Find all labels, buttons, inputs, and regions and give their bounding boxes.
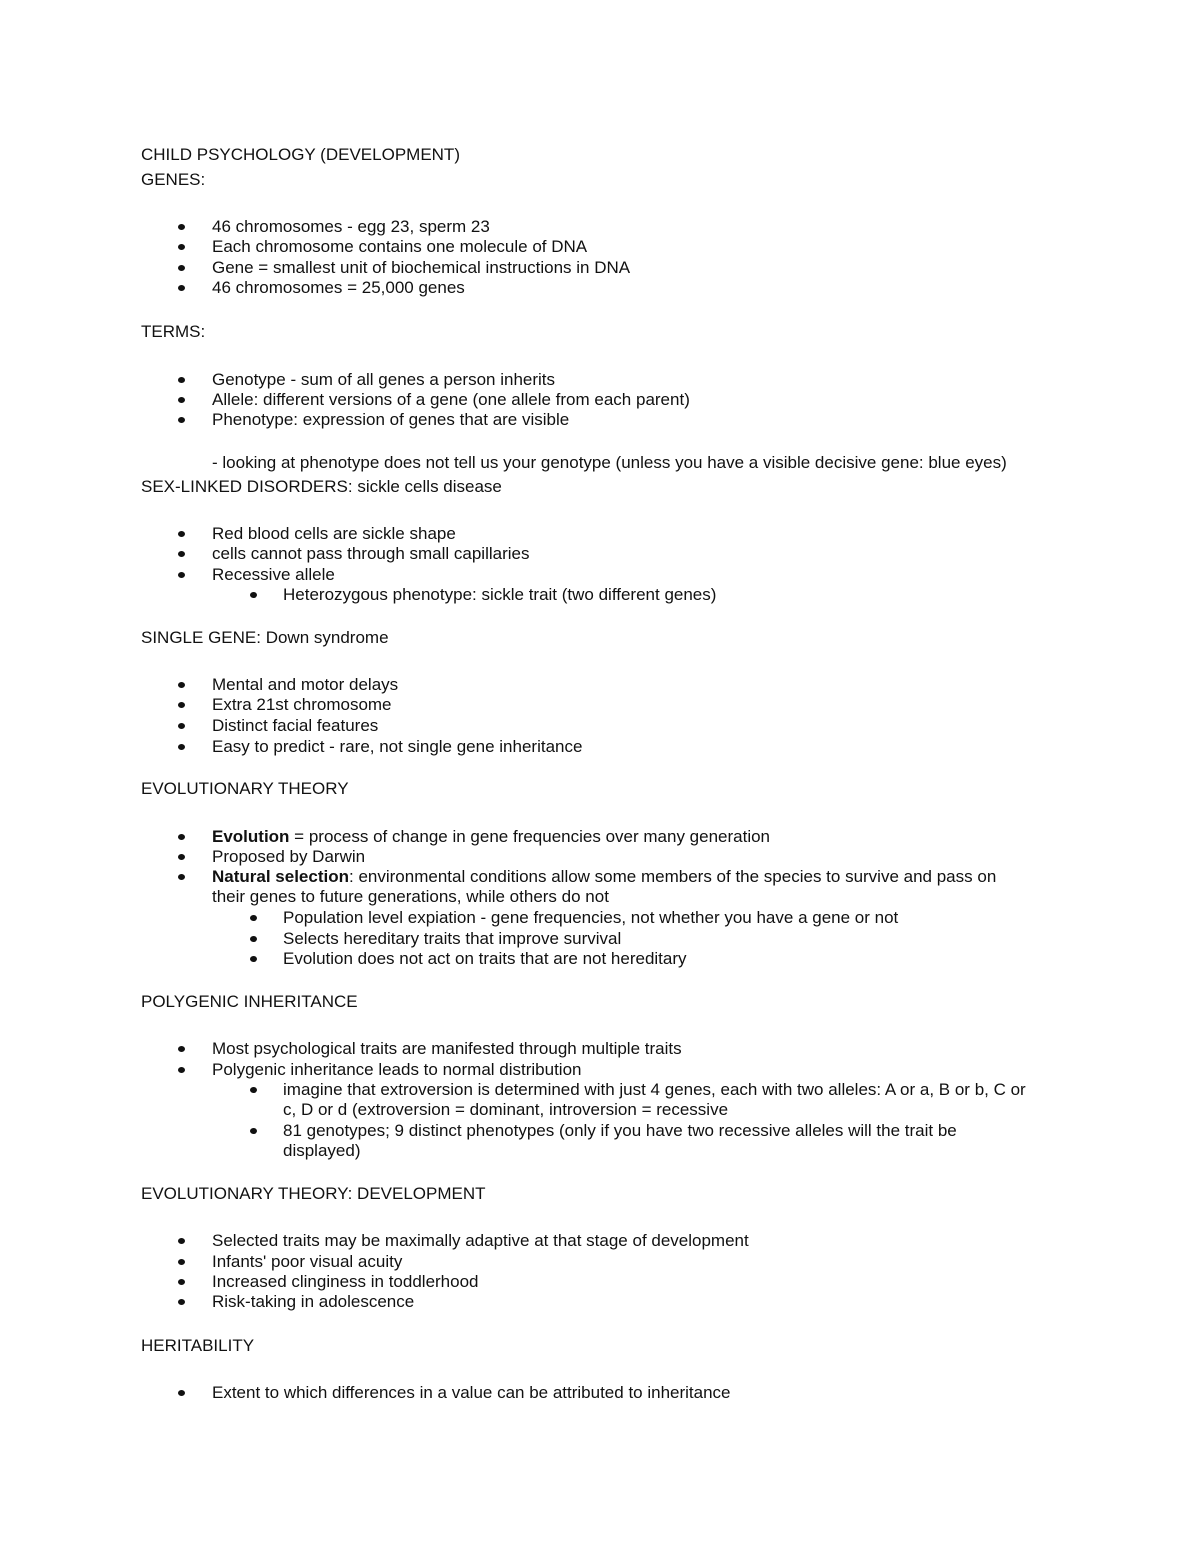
- bullet-icon: [178, 1390, 185, 1396]
- bullet-icon: [178, 744, 185, 750]
- section-heading-sex-linked: SEX-LINKED DISORDERS: sickle cells disease: [141, 477, 502, 496]
- sub-list-item-continuation: displayed): [283, 1141, 361, 1160]
- bullet-icon: [250, 915, 257, 921]
- sub-list-item: 81 genotypes; 9 distinct phenotypes (only if you have two recessive alleles will the trait be: [283, 1121, 957, 1140]
- bullet-icon: [178, 285, 185, 291]
- terms-note: - looking at phenotype does not tell us your genotype (unless you have a visible decisive gene: blue eyes): [212, 453, 1007, 472]
- section-heading-polygenic: POLYGENIC INHERITANCE: [141, 992, 358, 1011]
- bullet-icon: [250, 936, 257, 942]
- bullet-icon: [250, 1128, 257, 1134]
- bullet-icon: [178, 834, 185, 840]
- definition-text: = process of change in gene frequencies over many generation: [289, 827, 771, 846]
- bullet-icon: [250, 1087, 257, 1093]
- list-item: Extra 21st chromosome: [212, 695, 392, 714]
- list-item: [212, 867, 996, 887]
- list-item: Risk-taking in adolescence: [212, 1292, 415, 1311]
- section-heading-single-gene: SINGLE GENE: Down syndrome: [141, 628, 389, 647]
- list-item: Red blood cells are sickle shape: [212, 524, 456, 543]
- list-item: 46 chromosomes = 25,000 genes: [212, 278, 465, 297]
- list-item: Distinct facial features: [212, 716, 379, 735]
- bullet-icon: [178, 377, 185, 383]
- bullet-icon: [250, 956, 257, 962]
- bullet-icon: [178, 723, 185, 729]
- list-item: Allele: different versions of a gene (one allele from each parent): [212, 390, 690, 409]
- bullet-icon: [178, 1279, 185, 1285]
- bullet-icon: [178, 551, 185, 557]
- list-item: cells cannot pass through small capillaries: [212, 544, 530, 563]
- term-natural-selection: Natural selection: [212, 867, 349, 886]
- section-heading-evolutionary: EVOLUTIONARY THEORY: [141, 779, 349, 798]
- sub-list-item: Selects hereditary traits that improve survival: [283, 929, 622, 948]
- term-evolution: Evolution: [212, 827, 290, 846]
- bullet-icon: [178, 1259, 185, 1265]
- bullet-icon: [178, 874, 185, 880]
- list-item: Phenotype: expression of genes that are visible: [212, 410, 570, 429]
- sub-list-item-continuation: c, D or d (extroversion = dominant, introversion = recessive: [283, 1100, 729, 1119]
- bullet-icon: [178, 417, 185, 423]
- bullet-icon: [178, 1067, 185, 1073]
- bullet-icon: [178, 531, 185, 537]
- bullet-icon: [178, 572, 185, 578]
- list-item: Most psychological traits are manifested through multiple traits: [212, 1039, 682, 1058]
- bullet-icon: [250, 592, 257, 598]
- list-item: Extent to which differences in a value can be attributed to inheritance: [212, 1383, 731, 1402]
- sub-list-item: Population level expiation - gene frequencies, not whether you have a gene or not: [283, 908, 899, 927]
- bullet-icon: [178, 224, 185, 230]
- section-heading-terms: TERMS:: [141, 322, 206, 341]
- list-item: Recessive allele: [212, 565, 335, 584]
- section-heading-evo-dev: EVOLUTIONARY THEORY: DEVELOPMENT: [141, 1184, 486, 1203]
- list-item: Mental and motor delays: [212, 675, 399, 694]
- sub-list-item: Heterozygous phenotype: sickle trait (two different genes): [283, 585, 717, 604]
- bullet-icon: [178, 265, 185, 271]
- bullet-icon: [178, 1299, 185, 1305]
- list-item: [212, 827, 770, 847]
- bullet-icon: [178, 682, 185, 688]
- definition-text: : environmental conditions allow some members of the species to survive and pass on: [349, 867, 997, 886]
- bullet-icon: [178, 1046, 185, 1052]
- sub-list-item: imagine that extroversion is determined with just 4 genes, each with two alleles: A or a, B or b, C or: [283, 1080, 1026, 1099]
- section-heading-genes: GENES:: [141, 170, 206, 189]
- list-item: Polygenic inheritance leads to normal distribution: [212, 1060, 582, 1079]
- list-item: Selected traits may be maximally adaptive at that stage of development: [212, 1231, 749, 1250]
- sub-list-item: Evolution does not act on traits that are not hereditary: [283, 949, 687, 968]
- list-item: Increased clinginess in toddlerhood: [212, 1272, 479, 1291]
- bullet-icon: [178, 397, 185, 403]
- bullet-icon: [178, 244, 185, 250]
- list-item-continuation: their genes to future generations, while others do not: [212, 887, 609, 906]
- list-item: Infants' poor visual acuity: [212, 1252, 403, 1271]
- list-item: Genotype - sum of all genes a person inherits: [212, 370, 556, 389]
- page-title: CHILD PSYCHOLOGY (DEVELOPMENT): [141, 145, 460, 164]
- bullet-icon: [178, 702, 185, 708]
- section-heading-heritability: HERITABILITY: [141, 1336, 255, 1355]
- list-item: Gene = smallest unit of biochemical instructions in DNA: [212, 258, 631, 277]
- list-item: 46 chromosomes - egg 23, sperm 23: [212, 217, 490, 236]
- bullet-icon: [178, 854, 185, 860]
- list-item: Each chromosome contains one molecule of DNA: [212, 237, 588, 256]
- list-item: Easy to predict - rare, not single gene inheritance: [212, 737, 583, 756]
- list-item: Proposed by Darwin: [212, 847, 366, 866]
- bullet-icon: [178, 1238, 185, 1244]
